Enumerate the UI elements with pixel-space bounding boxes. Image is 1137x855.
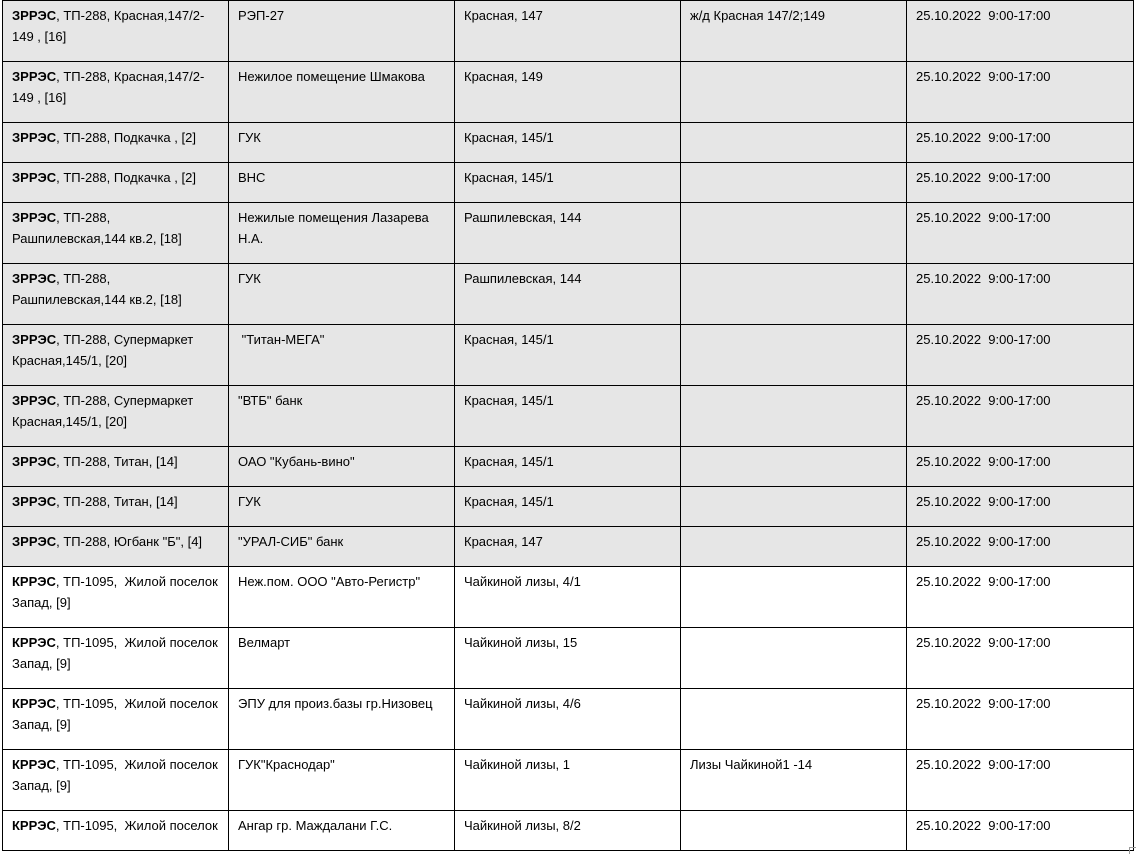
source-cell [3,62,229,123]
source-cell [3,527,229,567]
note-cell [681,163,907,203]
consumer-cell: ГУК [229,123,455,163]
address-cell: Рашпилевская, 144 [455,264,681,325]
note-cell: ж/д Красная 147/2;149 [681,1,907,62]
table-row [3,163,1134,203]
res-label: ЗРРЭС [12,210,57,225]
source-text: , ТП-288, Югбанк "Б", [4] [56,534,203,549]
date-cell: 25.10.2022 9:00-17:00 [907,750,1134,811]
consumer-cell: Ангар гр. Маждалани Г.С. [229,811,455,851]
consumer-cell: ЭПУ для произ.базы гр.Низовец [229,689,455,750]
address-cell: Красная, 145/1 [455,123,681,163]
source-cell [3,567,229,628]
note-cell [681,386,907,447]
note-cell: Лизы Чайкиной1 -14 [681,750,907,811]
date-cell: 25.10.2022 9:00-17:00 [907,689,1134,750]
source-cell [3,123,229,163]
address-cell: Рашпилевская, 144 [455,203,681,264]
address-cell: Красная, 145/1 [455,163,681,203]
res-label: КРРЭС [12,757,56,772]
table-row [3,689,1134,750]
consumer-cell: ГУК [229,264,455,325]
consumer-cell: РЭП-27 [229,1,455,62]
note-cell [681,123,907,163]
consumer-cell: "Титан-МЕГА" [229,325,455,386]
table-row [3,750,1134,811]
source-cell [3,750,229,811]
source-text: , ТП-288, Подкачка , [2] [56,130,196,145]
source-text: , ТП-1095, Жилой поселок Запад, [9] [12,696,222,732]
note-cell [681,264,907,325]
table-row [3,628,1134,689]
table-row [3,811,1134,851]
table-row [3,567,1134,628]
note-cell [681,447,907,487]
address-cell: Чайкиной лизы, 4/6 [455,689,681,750]
date-cell: 25.10.2022 9:00-17:00 [907,487,1134,527]
source-cell [3,163,229,203]
date-cell: 25.10.2022 9:00-17:00 [907,386,1134,447]
date-cell: 25.10.2022 9:00-17:00 [907,203,1134,264]
source-text: , ТП-288, Титан, [14] [56,454,178,469]
source-text: , ТП-1095, Жилой поселок Запад, [9] [12,635,222,671]
table-row [3,386,1134,447]
date-cell: 25.10.2022 9:00-17:00 [907,123,1134,163]
note-cell [681,487,907,527]
source-text: , ТП-288, Супермаркет Красная,145/1, [20] [12,393,197,429]
source-cell [3,811,229,851]
address-cell: Красная, 147 [455,1,681,62]
res-label: ЗРРЭС [12,8,57,23]
source-text: , ТП-288, Подкачка , [2] [56,170,196,185]
note-cell [681,811,907,851]
res-label: ЗРРЭС [12,130,57,145]
res-label: КРРЭС [12,696,56,711]
table-row [3,264,1134,325]
res-label: ЗРРЭС [12,494,57,509]
res-label: КРРЭС [12,818,56,833]
date-cell: 25.10.2022 9:00-17:00 [907,62,1134,123]
res-label: ЗРРЭС [12,393,57,408]
address-cell: Красная, 145/1 [455,325,681,386]
source-text: , ТП-288, Красная,147/2-149 , [16] [12,69,205,105]
consumer-cell: Нежилые помещения Лазарева Н.А. [229,203,455,264]
date-cell: 25.10.2022 9:00-17:00 [907,264,1134,325]
table-row [3,203,1134,264]
date-cell: 25.10.2022 9:00-17:00 [907,1,1134,62]
source-text: , ТП-288, Супермаркет Красная,145/1, [20] [12,332,197,368]
res-label: ЗРРЭС [12,454,57,469]
table-row [3,487,1134,527]
source-text: , ТП-1095, Жилой поселок [55,818,218,833]
res-label: ЗРРЭС [12,69,57,84]
source-text: , ТП-1095, Жилой поселок Запад, [9] [12,757,222,793]
date-cell: 25.10.2022 9:00-17:00 [907,567,1134,628]
source-cell [3,1,229,62]
date-cell: 25.10.2022 9:00-17:00 [907,628,1134,689]
date-cell: 25.10.2022 9:00-17:00 [907,527,1134,567]
source-cell [3,264,229,325]
resize-corner-mark [1129,847,1136,854]
source-text: , ТП-288, Рашпилевская,144 кв.2, [18] [12,271,182,307]
note-cell [681,527,907,567]
address-cell: Чайкиной лизы, 4/1 [455,567,681,628]
res-label: КРРЭС [12,574,56,589]
consumer-cell: ГУК"Краснодар" [229,750,455,811]
address-cell: Чайкиной лизы, 1 [455,750,681,811]
note-cell [681,689,907,750]
address-cell: Чайкиной лизы, 8/2 [455,811,681,851]
source-text: , ТП-288, Титан, [14] [56,494,178,509]
source-cell [3,487,229,527]
source-cell [3,325,229,386]
source-text: , ТП-1095, Жилой поселок Запад, [9] [12,574,222,610]
table-row [3,1,1134,62]
res-label: ЗРРЭС [12,534,57,549]
table-row [3,447,1134,487]
res-label: ЗРРЭС [12,170,57,185]
source-text: , ТП-288, Красная,147/2-149 , [16] [12,8,205,44]
source-cell [3,203,229,264]
table-row [3,62,1134,123]
date-cell: 25.10.2022 9:00-17:00 [907,447,1134,487]
source-cell [3,689,229,750]
consumer-cell: ОАО "Кубань-вино" [229,447,455,487]
table-row [3,123,1134,163]
note-cell [681,62,907,123]
address-cell: Красная, 145/1 [455,447,681,487]
note-cell [681,203,907,264]
consumer-cell: Нежилое помещение Шмакова [229,62,455,123]
consumer-cell: Велмарт [229,628,455,689]
res-label: ЗРРЭС [12,271,57,286]
source-cell [3,628,229,689]
consumer-cell: "УРАЛ-СИБ" банк [229,527,455,567]
date-cell: 25.10.2022 9:00-17:00 [907,811,1134,851]
date-cell: 25.10.2022 9:00-17:00 [907,325,1134,386]
note-cell [681,567,907,628]
res-label: КРРЭС [12,635,56,650]
consumer-cell: ВНС [229,163,455,203]
outage-schedule-table [2,0,1134,851]
source-cell [3,386,229,447]
note-cell [681,628,907,689]
address-cell: Красная, 145/1 [455,487,681,527]
table-row [3,325,1134,386]
date-cell: 25.10.2022 9:00-17:00 [907,163,1134,203]
address-cell: Красная, 145/1 [455,386,681,447]
note-cell [681,325,907,386]
address-cell: Красная, 149 [455,62,681,123]
address-cell: Чайкиной лизы, 15 [455,628,681,689]
res-label: ЗРРЭС [12,332,57,347]
consumer-cell: Неж.пом. ООО "Авто-Регистр" [229,567,455,628]
source-text: , ТП-288, Рашпилевская,144 кв.2, [18] [12,210,182,246]
consumer-cell: ГУК [229,487,455,527]
address-cell: Красная, 147 [455,527,681,567]
table-row [3,527,1134,567]
source-cell [3,447,229,487]
consumer-cell: "ВТБ" банк [229,386,455,447]
